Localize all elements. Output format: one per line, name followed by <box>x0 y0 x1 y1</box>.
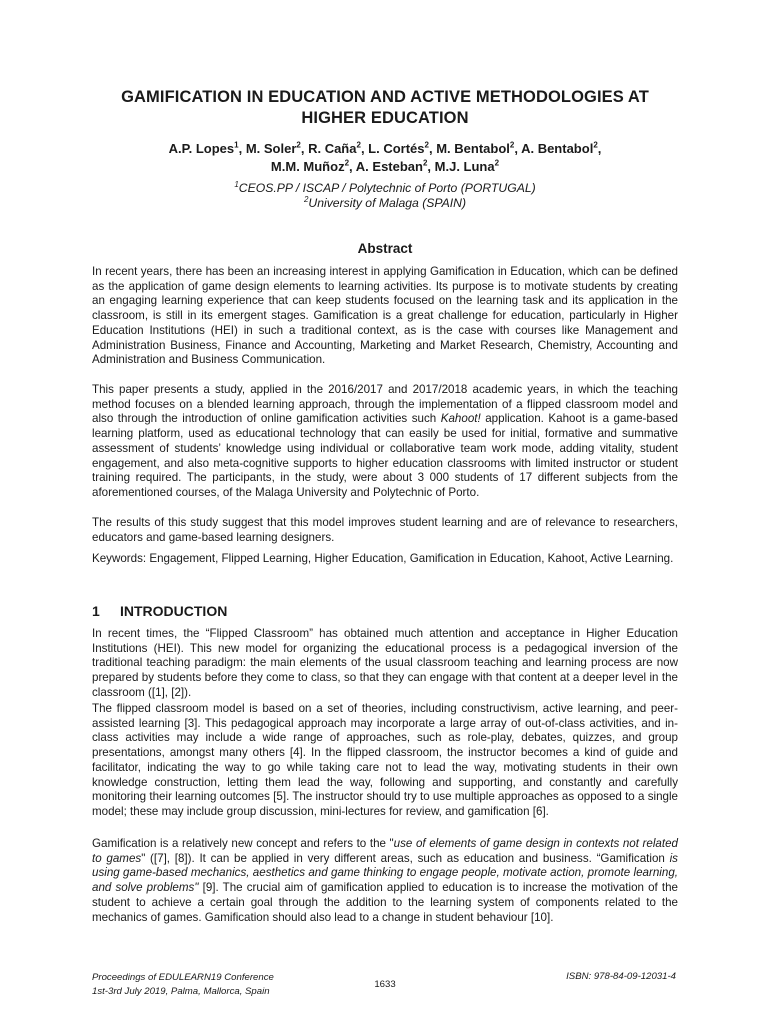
abstract-paragraph-3: The results of this study suggest that this model improves student learning and are of relevance to researchers, educators and game-based learning designers. <box>92 516 678 544</box>
abstract-paragraph-2: This paper presents a study, applied in the 2016/2017 and 2017/2018 academic years, in which the teaching method focuses on a blended learning approach, through the implementation of a flipped classroom model and also through the introduction of online gamification activities such Kahoot! application. Kahoot is a game-based learning platform, used as educational technology that can easily be used for initial, formative and summative assessment of students’ knowledge using individual or collaborative team work mode, adding vitality, student engagement, and also meta-cognitive supports to higher education classrooms with limited instructor or student training required. The participants, in the study, were about 3 000 students of 17 different subjects from the aforementioned courses, of the Malaga University and Polytechnic of Porto. <box>92 383 678 499</box>
page-number: 1633 <box>374 979 396 990</box>
author: M. Soler$^2$, <box>245 140 309 156</box>
author: L. Cortés$^2$, <box>368 140 437 156</box>
affiliation-2: $^2$University of Malaga (SPAIN) <box>303 194 467 210</box>
author: A.P. Lopes$^1$, <box>168 140 246 156</box>
intro-paragraph-3: Gamification is a relatively new concept and refers to the "use of elements of game design in contexts not related to games" ([7], [8]). It can be applied in very different areas, such as education and business. “Gamification is using game-based mechanics, aesthetics and game thinking to engage people, motivate action, promote learning, and solve problems" [9]. The crucial aim of gamification applied to education is to increase the motivation of the student to achieve a certain goal through the addition to the learning system of components related to the mechanics of games. Gamification should also lead to a change in student behaviour [10]. <box>92 837 678 924</box>
footer-proceedings <box>92 971 274 998</box>
footer-isbn: ISBN: 978-84-09-12031-4 <box>566 971 676 982</box>
abstract-paragraph-1: In recent years, there has been an increasing interest in applying Gamification in Education, which can be defined as the application of game design elements to learning activities. Its purpose is to motivate students by creating an engaging learning experience that can keep students focused on the learning task and its application in the classroom, is still in its emergent stages. Gamification is a great challenge for education, particularly in Higher Education Institutions (HEI) in such a traditional context, as is the case with courses like Management and Administration Business, Finance and Accounting, Marketing and Market Research, Chemistry, Accounting and Administration and Business Communication. <box>92 265 678 367</box>
title-line-1: GAMIFICATION IN EDUCATION AND ACTIVE METHODOLOGIES AT <box>121 88 649 106</box>
author: M.M. Muñoz$^2$, <box>270 158 356 174</box>
paper-page <box>92 0 678 1024</box>
intro-paragraph-1: In recent times, the “Flipped Classroom” has obtained much attention and acceptance in Higher Education Institutions (HEI). This new model for organizing the educational process is a pedagogical inversion of the traditional teaching paradigm: the main elements of the usual classroom teaching and learning process are now prepared by students before they come to class, so that they can engage with that content at a deeper level in the classroom ([1], [2]). <box>92 627 678 699</box>
abstract-heading: Abstract <box>357 241 413 256</box>
intro-paragraph-2: The flipped classroom model is based on a set of theories, including constructivism, active learning, and peer-assisted learning [3]. This pedagogical approach may incorporate a large array of out-of-class activities, and in-class activities may include a wide range of approaches, such as role-play, debates, quizzes, and group presentations, amongst many others [4]. In the flipped classroom, the instructor becomes a kind of guide and facilitator, indicating the way to go while taking care not to lead the way, motivating students in their own knowledge construction, letting them lead the way, following and supporting, and constantly and carefully monitoring their learning outcomes [5]. The instructor should try to use multiple approaches as opposed to a single model; these may include group discussion, mini-lectures for review, and gamification [6]. <box>92 702 678 818</box>
author: A. Bentabol$^2$, <box>521 140 602 156</box>
section-heading-introduction <box>92 603 227 619</box>
author: M.J. Luna$^2$ <box>434 158 500 174</box>
authors-line-2 <box>92 158 678 176</box>
author-list <box>92 140 678 176</box>
author: M. Bentabol$^2$, <box>436 140 522 156</box>
section-number: 1 <box>92 603 100 619</box>
section-title: INTRODUCTION <box>120 603 228 619</box>
affiliation-1: $^1$CEOS.PP / ISCAP / Polytechnic of Porto (PORTUGAL) <box>234 179 536 195</box>
paper-title <box>92 87 678 129</box>
footer-conference: Proceedings of EDULEARN19 Conference <box>92 972 274 983</box>
authors-line-1 <box>92 140 678 158</box>
keywords: Keywords: Engagement, Flipped Learning, Higher Education, Gamification in Education, Kahoot, Active Learning. <box>92 552 674 565</box>
title-line-2: HIGHER EDUCATION <box>301 109 469 127</box>
affiliations <box>92 181 678 211</box>
author: A. Esteban$^2$, <box>355 158 435 174</box>
footer-dates-place: 1st-3rd July 2019, Palma, Mallorca, Spain <box>92 985 270 997</box>
author: R. Caña$^2$, <box>308 140 369 156</box>
